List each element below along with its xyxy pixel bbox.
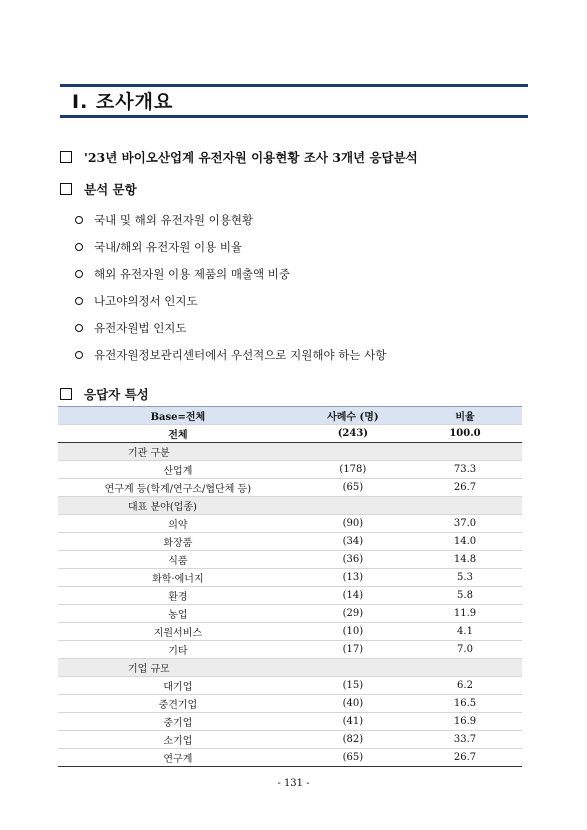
circle-bullet-icon — [75, 216, 83, 224]
table-header-row — [58, 407, 522, 425]
table-row — [58, 479, 522, 497]
group-label: 기관 구분 — [58, 443, 298, 461]
group-label: 기업 규모 — [58, 659, 298, 677]
row-count: (13) — [298, 569, 408, 587]
row-label: 산업계 — [58, 461, 298, 479]
group-count-empty — [298, 443, 408, 461]
analysis-item-list — [75, 206, 386, 368]
checkbox-icon — [60, 388, 72, 400]
total-row — [58, 425, 522, 443]
row-ratio: 16.5 — [408, 695, 522, 713]
row-count: (15) — [298, 677, 408, 695]
row-ratio: 16.9 — [408, 713, 522, 731]
group-ratio-empty — [408, 443, 522, 461]
group-row — [58, 497, 522, 515]
row-label: 기타 — [58, 641, 298, 659]
analysis-item: 해외 유전자원 이용 제품의 매출액 비중 — [75, 260, 386, 287]
table-row — [58, 533, 522, 551]
analysis-item: 나고야의정서 인지도 — [75, 287, 386, 314]
row-count: (34) — [298, 533, 408, 551]
analysis-item: 유전자원법 인지도 — [75, 314, 386, 341]
row-label: 화학·에너지 — [58, 569, 298, 587]
table-row — [58, 713, 522, 731]
row-ratio: 14.0 — [408, 533, 522, 551]
row-label: 지원서비스 — [58, 623, 298, 641]
group-row — [58, 659, 522, 677]
chapter-title: Ⅰ. 조사개요 — [72, 91, 174, 113]
table-row — [58, 551, 522, 569]
total-count: (243) — [298, 425, 408, 443]
total-label: 전체 — [58, 425, 298, 443]
row-label: 의약 — [58, 515, 298, 533]
group-row — [58, 443, 522, 461]
table-row — [58, 461, 522, 479]
row-ratio: 5.8 — [408, 587, 522, 605]
section-respondent-title: 응답자 특성 — [84, 387, 149, 402]
row-label: 환경 — [58, 587, 298, 605]
row-count: (65) — [298, 749, 408, 767]
group-ratio-empty — [408, 497, 522, 515]
row-label: 농업 — [58, 605, 298, 623]
row-ratio: 26.7 — [408, 479, 522, 497]
group-ratio-empty — [408, 659, 522, 677]
row-label: 소기업 — [58, 731, 298, 749]
row-count: (17) — [298, 641, 408, 659]
row-count: (29) — [298, 605, 408, 623]
row-ratio: 11.9 — [408, 605, 522, 623]
table-row — [58, 587, 522, 605]
checkbox-icon — [60, 151, 72, 163]
row-ratio: 7.0 — [408, 641, 522, 659]
row-ratio: 33.7 — [408, 731, 522, 749]
row-label: 대기업 — [58, 677, 298, 695]
row-count: (14) — [298, 587, 408, 605]
row-label: 중기업 — [58, 713, 298, 731]
circle-bullet-icon — [75, 243, 83, 251]
respondent-table — [58, 406, 522, 767]
table-row — [58, 569, 522, 587]
row-label: 식품 — [58, 551, 298, 569]
row-label: 중견기업 — [58, 695, 298, 713]
table-row — [58, 623, 522, 641]
row-count: (82) — [298, 731, 408, 749]
total-ratio: 100.0 — [408, 425, 522, 443]
section-respondent-heading — [60, 385, 149, 403]
row-ratio: 5.3 — [408, 569, 522, 587]
chapter-header — [60, 84, 528, 118]
table-row — [58, 641, 522, 659]
chapter-rule-bottom — [60, 115, 528, 118]
header-base: Base=전체 — [58, 407, 298, 425]
table-row — [58, 695, 522, 713]
row-ratio: 37.0 — [408, 515, 522, 533]
checkbox-icon — [60, 183, 72, 195]
row-count: (178) — [298, 461, 408, 479]
circle-bullet-icon — [75, 297, 83, 305]
analysis-item: 국내 및 해외 유전자원 이용현황 — [75, 206, 386, 233]
section-analysis-title: 분석 문항 — [84, 182, 137, 197]
row-ratio: 14.8 — [408, 551, 522, 569]
section-survey-title: '23년 바이오산업계 유전자원 이용현황 조사 3개년 응답분석 — [84, 150, 418, 165]
row-ratio: 6.2 — [408, 677, 522, 695]
row-count: (40) — [298, 695, 408, 713]
table-row — [58, 605, 522, 623]
group-count-empty — [298, 497, 408, 515]
row-count: (10) — [298, 623, 408, 641]
table-row — [58, 515, 522, 533]
row-ratio: 26.7 — [408, 749, 522, 767]
row-label: 화장품 — [58, 533, 298, 551]
circle-bullet-icon — [75, 270, 83, 278]
row-label: 연구계 — [58, 749, 298, 767]
row-ratio: 4.1 — [408, 623, 522, 641]
group-label: 대표 분야(업종) — [58, 497, 298, 515]
circle-bullet-icon — [75, 324, 83, 332]
header-ratio: 비율 — [408, 407, 522, 425]
circle-bullet-icon — [75, 351, 83, 359]
section-analysis-heading — [60, 180, 137, 198]
row-count: (36) — [298, 551, 408, 569]
row-count: (90) — [298, 515, 408, 533]
analysis-item: 국내/해외 유전자원 이용 비율 — [75, 233, 386, 260]
analysis-item: 유전자원정보관리센터에서 우선적으로 지원해야 하는 사항 — [75, 341, 386, 368]
row-ratio: 73.3 — [408, 461, 522, 479]
table-row — [58, 749, 522, 767]
row-count: (41) — [298, 713, 408, 731]
table-row — [58, 731, 522, 749]
table-row — [58, 677, 522, 695]
section-survey-heading — [60, 148, 418, 166]
row-label: 연구계 등(학계/연구소/협단체 등) — [58, 479, 298, 497]
header-count: 사례수 (명) — [298, 407, 408, 425]
row-count: (65) — [298, 479, 408, 497]
page-number: - 131 - — [277, 778, 310, 789]
group-count-empty — [298, 659, 408, 677]
